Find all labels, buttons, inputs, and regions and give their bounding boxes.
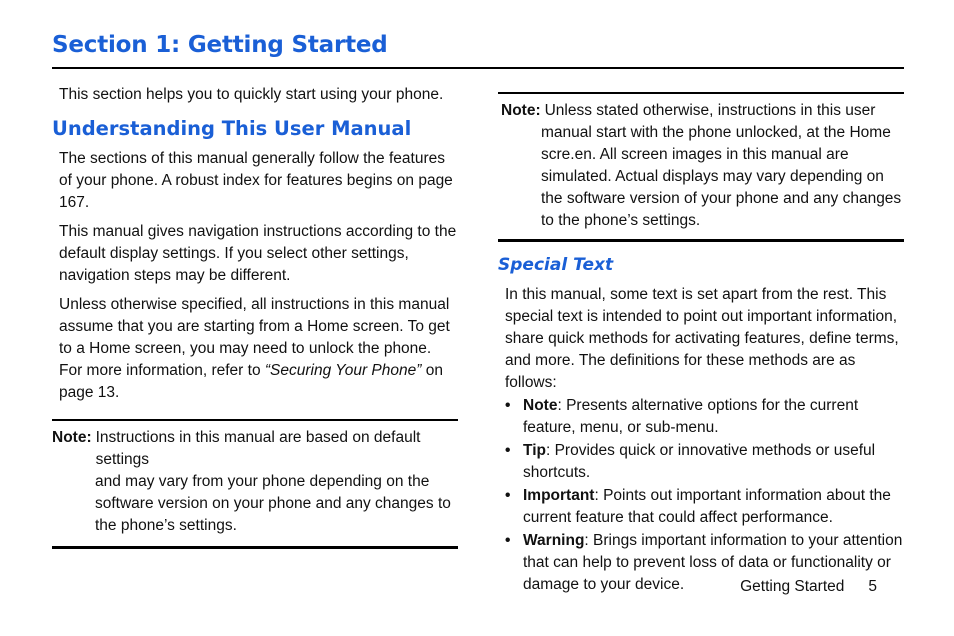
left-note-label: Note: xyxy=(52,429,92,446)
list-item: • Tip: Provides quick or innovative methods or useful shortcuts. xyxy=(505,442,876,481)
left-column xyxy=(52,84,458,549)
special-text-intro: In this manual, some text is set apart from the rest. This special text is intended to point out important information, share quick methods for activating features, define terms, and more. The definitions for these methods are as follows: xyxy=(505,286,899,391)
right-note-first: Unless stated otherwise, instructions in this user xyxy=(544,102,876,119)
special-text-list xyxy=(498,395,904,596)
left-note-first-line xyxy=(52,427,458,471)
list-item: • Warning: Brings important information to your attention that can help to prevent loss of data or functionality or damage to your device. xyxy=(505,532,903,593)
left-note-box xyxy=(52,419,458,549)
paragraph-home-screen xyxy=(52,294,458,404)
paragraph-home-screen-tail: on page 13. xyxy=(59,362,443,401)
right-note-box xyxy=(498,92,904,242)
left-note-first: Instructions in this manual are based on default settings xyxy=(95,429,421,468)
title-divider xyxy=(52,67,904,69)
footer-section-name: Getting Started xyxy=(740,578,845,595)
right-column xyxy=(498,92,904,597)
right-note-body: manual start with the phone unlocked, at the Home scre.en. All screen images in this manual are simulated. Actual displays may vary depending on the software version of your phone and any changes to the phone’s settings. xyxy=(541,124,902,229)
list-item: • Important: Points out important information about the current feature that could affect performance. xyxy=(505,487,891,526)
page-number: 5 xyxy=(868,578,877,595)
right-note-first-line xyxy=(498,100,904,122)
right-note-label: Note: xyxy=(501,102,541,119)
list-item: • Note: Presents alternative options for the current feature, menu, or sub-menu. xyxy=(505,397,859,436)
page-footer xyxy=(740,578,877,596)
paragraph-navigation: This manual gives navigation instructions according to the default display settings. If you select other settings, navigation steps may be different. xyxy=(59,223,457,284)
paragraph-sections: The sections of this manual generally follow the features of your phone. A robust index for features begins on page 167. xyxy=(59,150,453,211)
left-note-body: and may vary from your phone depending on the software version on your phone and any changes to the phone’s settings. xyxy=(95,473,451,534)
special-text-heading: Special Text xyxy=(498,255,614,275)
securing-phone-reference: “Securing Your Phone” xyxy=(264,362,422,379)
understanding-manual-heading: Understanding This User Manual xyxy=(52,117,412,140)
paragraph-home-screen-text: Unless otherwise specified, all instructions in this manual assume that you are starting from a Home screen. To get to a Home screen, you may need to unlock the phone. For more information, refer to xyxy=(59,296,450,379)
section-intro: This section helps you to quickly start using your phone. xyxy=(59,86,444,103)
page-title: Section 1: Getting Started xyxy=(52,32,388,58)
